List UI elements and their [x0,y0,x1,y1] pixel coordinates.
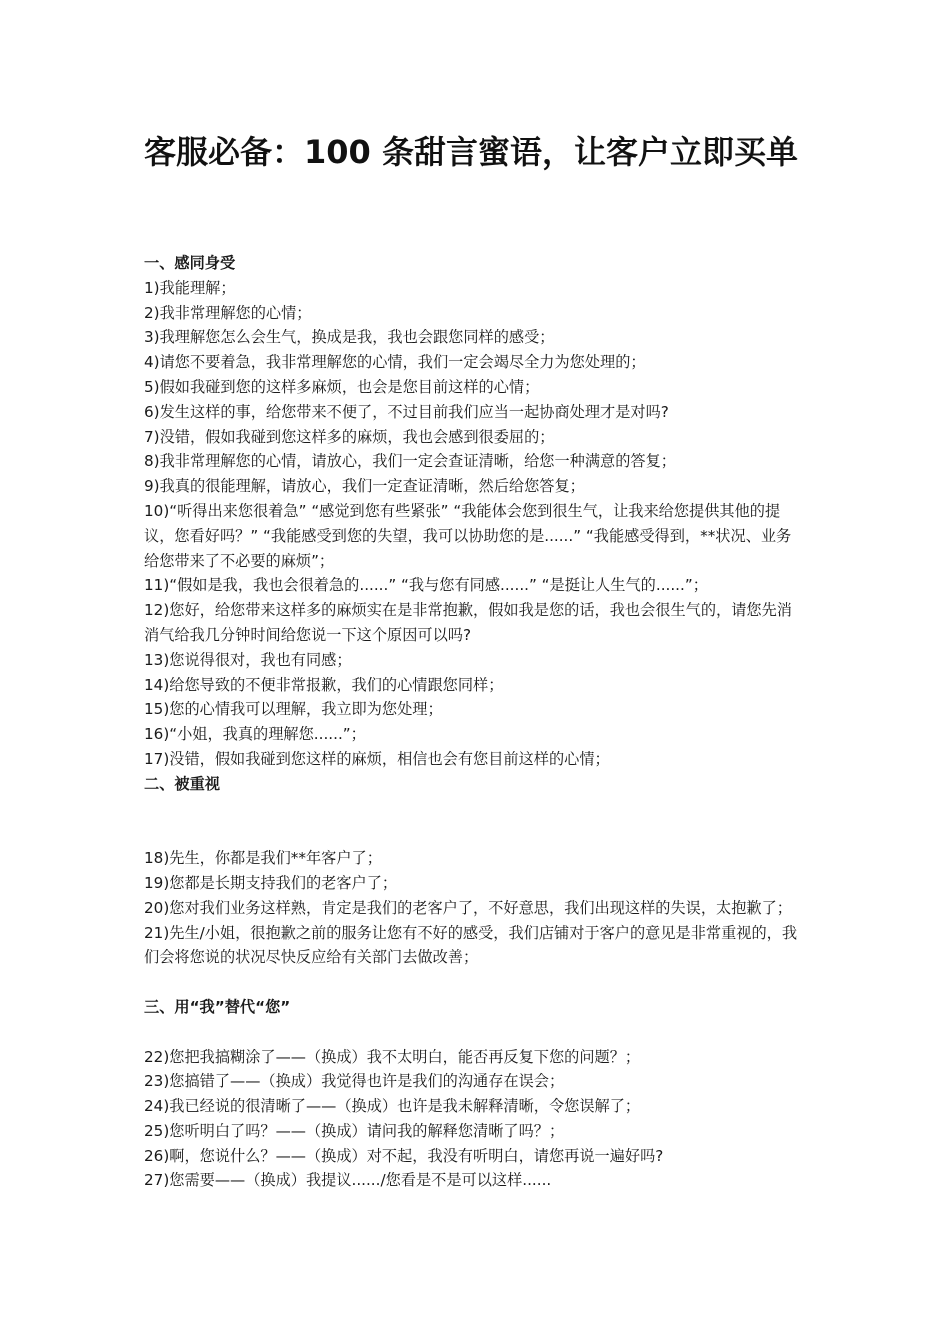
list-item: 1)我能理解； [144,278,236,297]
list-item: 25)您听明白了吗？——（换成）请问我的解释您清晰了吗？； [144,1121,565,1140]
list-item: 6)发生这样的事，给您带来不便了，不过目前我们应当一起协商处理才是对吗? [144,402,669,421]
list-item: 8)我非常理解您的心情，请放心，我们一定会查证清晰，给您一种满意的答复； [144,452,676,471]
list-item: 17)没错，假如我碰到您这样的麻烦，相信也会有您目前这样的心情； [144,749,610,768]
list-item: 15)您的心情我可以理解，我立即为您处理； [144,700,443,719]
list-item: 16)“小姐，我真的理解您......”； [144,725,366,744]
section-heading: 三、用“我”替代“您” [144,997,291,1016]
list-item: 14)给您导致的不便非常报歉，我们的心情跟您同样； [144,675,504,694]
list-item: 22)您把我搞糊涂了——（换成）我不太明白，能否再反复下您的问题？； [144,1047,641,1066]
document-body [144,251,806,1193]
list-item: 3)我理解您怎么会生气，换成是我，我也会跟您同样的感受； [144,328,555,347]
list-item: 10)“听得出来您很着急” “感觉到您有些紧张” “我能体会您到很生气，让我来给您提供其他的提议，您看好吗？” “我能感受到您的失望，我可以协助您的是......” “我能感受得到，**状况、业务给您带来了不必要的麻烦”； [144,501,792,570]
list-item: 13)您说得很对，我也有同感； [144,650,352,669]
list-item: 24)我已经说的很清晰了——（换成）也许是我未解释清晰，令您误解了； [144,1097,641,1116]
list-item: 23)您搞错了——（换成）我觉得也许是我们的沟通存在误会； [144,1072,565,1091]
section-heading: 一、感同身受 [144,254,236,272]
list-item: 7)没错，假如我碰到您这样多的麻烦，我也会感到很委屈的； [144,427,555,446]
list-item: 27)您需要——（换成）我提议....../您看是不是可以这样...... [144,1171,552,1190]
list-item: 18)先生，你都是我们**年客户了； [144,849,382,868]
list-item: 9)我真的很能理解，请放心，我们一定查证清晰，然后给您答复； [144,477,585,496]
list-item: 20)您对我们业务这样熟，肯定是我们的老客户了，不好意思，我们出现这样的失误，太抱歉了； [144,898,792,917]
section-heading: 二、被重视 [144,774,220,793]
list-item: 2)我非常理解您的心情； [144,303,312,322]
list-item: 21)先生/小姐，很抱歉之前的服务让您有不好的感受，我们店铺对于客户的意见是非常重视的，我们会将您说的状况尽快反应给有关部门去做改善； [144,923,798,967]
list-item: 4)请您不要着急，我非常理解您的心情，我们一定会竭尽全力为您处理的； [144,353,646,372]
list-item: 11)“假如是我，我也会很着急的......” “我与您有同感......” “是挺让人生气的......”； [144,576,708,595]
list-item: 5)假如我碰到您的这样多麻烦，也会是您目前这样的心情； [144,377,540,396]
document-title: 客服必备：100 条甜言蜜语，让客户立即买单 [144,133,798,171]
list-item: 12)您好，给您带来这样多的麻烦实在是非常抱歉，假如我是您的话，我也会很生气的，请您先消消气给我几分钟时间给您说一下这个原因可以吗? [144,601,792,644]
list-item: 19)您都是长期支持我们的老客户了； [144,873,398,892]
list-item: 26)啊，您说什么？——（换成）对不起，我没有听明白，请您再说一遍好吗? [144,1146,664,1165]
